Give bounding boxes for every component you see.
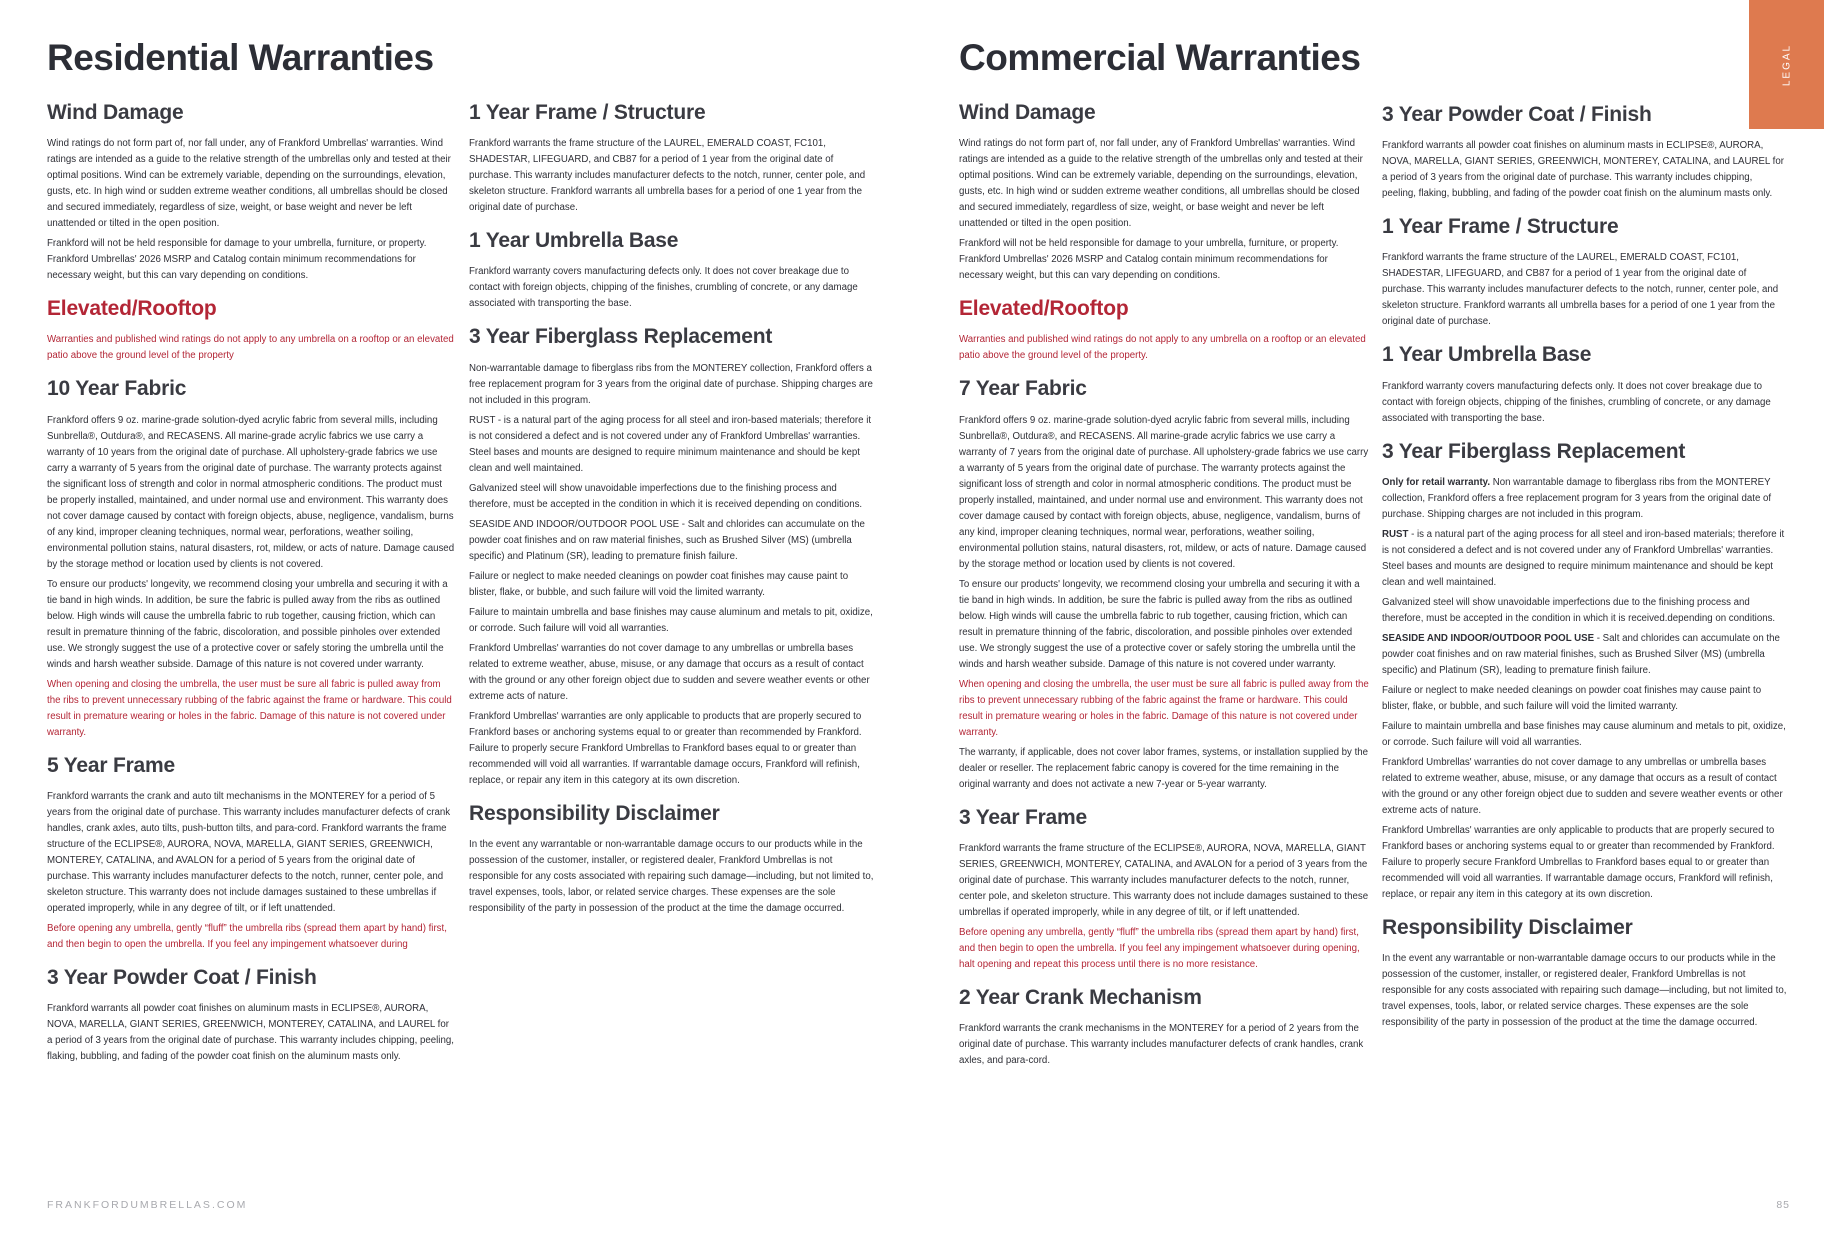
body-paragraph: Frankford offers 9 oz. marine-grade solution-dyed acrylic fabric from several mills, including Sunbrella®, Outdura®, and RECASENS. All marine-grade acrylic fabrics we use carry a warranty of 10 years from the original date of purchase. All upholstery-grade fabrics we use carry a warranty of 5 years from the original date of purchase. The warranty protects against the significant loss of strength and color in normal atmospheric conditions. The product must be properly installed, maintained, and under normal use and environment. This warranty does not cover damage caused by contact with foreign objects, abuse, negligence, vandalism, burns of any kind, improper cleaning techniques, normal wear, perforations, weather soiling, environmental pollution stains, natural disasters, rot, mildew, or acts of nature. Damage caused by the storage method or location used by clients is not covered. (47, 414, 455, 570)
body-paragraph: Frankford warrants the frame structure of the LAUREL, EMERALD COAST, FC101, SHADESTAR, LIFEGUARD, and CB87 for a period of 1 year from the original date of purchase. This warranty includes manufacturer defects to the notch, runner, center pole, and skeleton structure. Frankford warrants all umbrella bases for a period of one 1 year from the original date of purchase. (1382, 252, 1779, 328)
body-paragraph: In the event any warrantable or non-warrantable damage occurs to our products while in the possession of the customer, installer, or registered dealer, Frankford Umbrellas is not responsible for any costs associated with repairing such damage—including, but not limited to, travel expenses, tools, labor, or related service charges. These expenses are the sole responsibility of the party in possession of the product at the time the damage occurred. (469, 838, 874, 914)
section-heading: 1 Year Frame / Structure (469, 101, 706, 124)
section-heading: Responsibility Disclaimer (469, 801, 720, 825)
body-paragraph: The warranty, if applicable, does not cover labor frames, systems, or installation supplied by the dealer or reseller. The replacement fabric canopy is covered for the time remaining in the original warranty and does not activate a new 7-year or 5-year warranty. (959, 746, 1369, 790)
section-heading: Responsibility Disclaimer (1382, 915, 1633, 939)
body-paragraph: Failure or neglect to make needed cleanings on powder coat finishes may cause paint to blister, flake, or bubble, and such failure will void the limited warranty. (1382, 684, 1762, 712)
section-1-year-frame-structure (469, 100, 877, 216)
section-heading: 3 Year Powder Coat / Finish (47, 965, 317, 989)
body-paragraph: Non-warrantable damage to fiberglass ribs from the MONTEREY collection, Frankford offers a free replacement program for 3 years from the original date of purchase. Shipping charges are not included in this program. (469, 362, 873, 406)
legal-section-tab (1749, 0, 1824, 129)
body-paragraph: Frankford Umbrellas' warranties do not cover damage to any umbrellas or umbrella bases related to extreme weather, abuse, misuse, or any damage that occurs as a result of contact with the ground or any other foreign object due to sudden and severe weather events or other extreme acts of nature. (1382, 756, 1783, 816)
paragraph-text: - Salt and chlorides can accumulate on the powder coat finishes and on raw material finishes, such as Brushed Silver (MS) (umbrella specific) and Platinum (SR), leading to premature finish failure. (1382, 632, 1780, 676)
body-paragraph: To ensure our products' longevity, we recommend closing your umbrella and securing it with a tie band in high winds. In addition, be sure the fabric is pulled away from the ribs as outlined below. High winds will cause the umbrella fabric to rub together, causing friction, which can result in premature thinning of the fabric, discoloration, and possible pinholes over extended use. We strongly suggest the use of a protective cover or safely storing the umbrella until the winds and harsh weather subside. Damage of this nature is not covered under warranty. (47, 578, 448, 670)
section-heading: 7 Year Fabric (959, 377, 1087, 401)
section-1-year-umbrella-base (1382, 342, 1787, 426)
body-paragraph: Failure to maintain umbrella and base finishes may cause aluminum and metals to pit, oxidize, or corrode. Such failure will void all warranties. (1382, 720, 1786, 748)
body-paragraph: RUST - is a natural part of the aging process for all steel and iron-based materials; therefore it is not considered a defect and is not covered under any of Frankford Umbrellas' warranties. Steel bases and mounts are designed to require minimum maintenance and should be kept clean and well maintained. (469, 414, 872, 474)
section-wind-damage (959, 100, 1369, 284)
section-3-year-fiberglass-replacement (1382, 439, 1787, 903)
body-paragraph: Frankford warrants the crank mechanisms in the MONTEREY for a period of 2 years from the original date of purchase. This warranty includes manufacturer defects of crank handles, crank axles, and para-cord. (959, 1022, 1364, 1066)
warning-paragraph: Before opening any umbrella, gently “fluff” the umbrella ribs (spread them apart by hand) first, and then begin to open the umbrella. If you feel any impingement whatsoever during (47, 922, 447, 950)
body-paragraph: Frankford will not be held responsible for damage to your umbrella, furniture, or property. Frankford Umbrellas' 2026 MSRP and Catalog contain minimum recommendations for necessary weight, but this can vary depending on conditions. (959, 238, 1339, 282)
warning-paragraph: Warranties and published wind ratings do not apply to any umbrella on a rooftop or an elevated patio above the ground level of the property. (959, 334, 1366, 362)
section-2-year-crank-mechanism (959, 985, 1369, 1069)
body-paragraph: To ensure our products' longevity, we recommend closing your umbrella and securing it with a tie band in high winds. In addition, be sure the fabric is pulled away from the ribs as outlined below. High winds will cause the umbrella fabric to rub together, causing friction, which can result in premature thinning of the fabric, discoloration, and possible pinholes over extended use. We strongly suggest the use of a protective cover or safely storing the umbrella until the winds and harsh weather subside. Damage of this nature is not covered under warranty. (959, 578, 1360, 670)
section-3-year-frame (959, 805, 1369, 973)
body-paragraph: Galvanized steel will show unavoidable imperfections due to the finishing process and therefore, must be accepted in the condition in which it is received depending on conditions. (469, 482, 863, 510)
body-paragraph: Failure or neglect to make needed cleanings on powder coat finishes may cause paint to blister, flake, or bubble, and such failure will void the limited warranty. (469, 570, 849, 598)
section-heading: 3 Year Powder Coat / Finish (1382, 103, 1652, 126)
residential-column-left (47, 100, 455, 1077)
paragraph-text: Non warrantable damage to fiberglass ribs from the MONTEREY collection, Frankford offers a free replacement program for 3 years from the original date of purchase. Shipping charges are not included in this program. (1382, 476, 1772, 520)
body-paragraph: Frankford will not be held responsible for damage to your umbrella, furniture, or property. Frankford Umbrellas' 2026 MSRP and Catalog contain minimum recommendations for necessary weight, but this can vary depending on conditions. (47, 238, 427, 282)
body-paragraph: Frankford warranty covers manufacturing defects only. It does not cover breakage due to contact with foreign objects, chipping of the finishes, crumbling of concrete, or any damage associated with transporting the base. (1382, 380, 1771, 424)
warning-paragraph: Before opening any umbrella, gently “fluff” the umbrella ribs (spread them apart by hand) first, and then begin to open the umbrella. If you feel any impingement whatsoever during opening, halt opening and repeat this process until there is no more resistance. (959, 926, 1360, 970)
section-heading: Wind Damage (959, 101, 1096, 124)
section-heading: 5 Year Frame (47, 753, 175, 777)
warning-paragraph: When opening and closing the umbrella, the user must be sure all fabric is pulled away from the ribs to prevent unnecessary rubbing of the fabric against the frame or hardware. This could result in premature wearing or holes in the fabric. Damage of this nature is not covered under warranty. (959, 678, 1369, 738)
body-paragraph: Galvanized steel will show unavoidable imperfections due to the finishing process and therefore, must be accepted in the condition in which it is received.depending on conditions. (1382, 596, 1776, 624)
section-responsibility-disclaimer (469, 801, 877, 917)
section-heading: 3 Year Fiberglass Replacement (469, 325, 773, 349)
body-paragraph: Frankford Umbrellas' warranties are only applicable to products that are properly secured to Frankford bases or anchoring systems equal to or greater than recommended by Frankford. Failure to properly secure Frankford Umbrellas to Frankford bases equal to or greater than recommended will void all warranties. If warrantable damage occurs, Frankford will refinish, replace, or repair any item in this category at its own discretion. (1382, 824, 1775, 900)
section-10-year-fabric (47, 376, 455, 740)
body-paragraph (1382, 527, 1787, 591)
section-heading: Elevated/Rooftop (959, 297, 1129, 321)
section-wind-damage (47, 100, 455, 284)
section-heading: 2 Year Crank Mechanism (959, 985, 1202, 1009)
body-paragraph: Frankford Umbrellas' warranties are only applicable to products that are properly secured to Frankford bases or anchoring systems equal to or greater than recommended by Frankford. Failure to properly secure Frankford Umbrellas to Frankford bases equal to or greater than recommended will void all warranties. If warrantable damage occurs, Frankford will refinish, replace, or repair any item in this category at its own discretion. (469, 710, 862, 786)
body-paragraph: Frankford warrants all powder coat finishes on aluminum masts in ECLIPSE®, AURORA, NOVA, MARELLA, GIANT SERIES, GREENWICH, MONTEREY, CATALINA, and LAUREL for a period of 3 years from the original date of purchase. This warranty includes chipping, peeling, flaking, bubbling, and fading of the powder coat finish on the aluminum masts only. (47, 1002, 454, 1062)
commercial-column-left (959, 100, 1369, 1081)
body-paragraph: In the event any warrantable or non-warrantable damage occurs to our products while in the possession of the customer, installer, or registered dealer, Frankford Umbrellas is not responsible for any costs associated with repairing such damage—including, but not limited to, travel expenses, tools, labor, or related service charges. These expenses are the sole responsibility of the party in possession of the product at the time the damage occurred. (1382, 952, 1787, 1028)
section-heading: 1 Year Umbrella Base (469, 229, 679, 253)
body-paragraph: SEASIDE AND INDOOR/OUTDOOR POOL USE - Salt and chlorides can accumulate on the powder coat finishes and on raw material finishes, such as Brushed Silver (MS) (umbrella specific) and Platinum (SR), leading to premature finish failure. (469, 518, 865, 562)
section-5-year-frame (47, 753, 455, 953)
paragraph-lead: RUST (1382, 528, 1409, 540)
section-1-year-umbrella-base (469, 228, 877, 312)
section-1-year-frame-structure (1382, 214, 1787, 330)
section-3-year-fiberglass-replacement (469, 324, 877, 788)
commercial-title: Commercial Warranties (959, 37, 1361, 78)
body-paragraph: Frankford warrants the crank and auto tilt mechanisms in the MONTEREY for a period of 5 years from the original date of purchase. This warranty includes manufacturer defects of crank handles, crank axles, auto tilts, push-button tilts, and para-cord. Frankford warrants the frame structure of the ECLIPSE®, AURORA, NOVA, MARELLA, GIANT SERIES, GREENWICH, MONTEREY, CATALINA, and AVALON for a period of 5 years from the original date of purchase. This warranty includes manufacturer defects to the notch, runner, center pole, and skeleton structure. This warranty does not include damages sustained to these umbrellas if operated improperly, while in any degree of tilt, or if left unattended. (47, 790, 451, 914)
legal-tab-label: LEGAL (1781, 43, 1792, 86)
body-paragraph: Frankford warrants the frame structure of the LAUREL, EMERALD COAST, FC101, SHADESTAR, LIFEGUARD, and CB87 for a period of 1 year from the original date of purchase. This warranty includes manufacturer defects to the notch, runner, center pole, and skeleton structure. Frankford warrants all umbrella bases for a period of one 1 year from the original date of purchase. (469, 138, 866, 214)
paragraph-lead: Only for retail warranty. (1382, 476, 1491, 488)
section-3-year-powder-coat-finish (47, 965, 455, 1065)
residential-column-right (469, 100, 877, 929)
body-paragraph: Wind ratings do not form part of, nor fall under, any of Frankford Umbrellas' warranties. Wind ratings are intended as a guide to the relative strength of the umbrellas only and tested at their optimal positions. Wind can be extremely variable, depending on the surroundings, elevation, gusts, etc. In high wind or sudden extreme weather conditions, all umbrellas should be closed and secured immediately, regardless of size, weight, or base weight and never be left unattended or tilted in the open position. (47, 138, 451, 230)
section-heading: 10 Year Fabric (47, 377, 187, 401)
body-paragraph: Wind ratings do not form part of, nor fall under, any of Frankford Umbrellas' warranties. Wind ratings are intended as a guide to the relative strength of the umbrellas only and tested at their optimal positions. Wind can be extremely variable, depending on the surroundings, elevation, gusts, etc. In high wind or sudden extreme weather conditions, all umbrellas should be closed and secured immediately, regardless of size, weight, or base weight and never be left unattended or tilted in the open position. (959, 138, 1363, 230)
section-heading: 3 Year Frame (959, 805, 1087, 829)
paragraph-lead: SEASIDE AND INDOOR/OUTDOOR POOL USE (1382, 632, 1595, 644)
commercial-column-right (1382, 102, 1787, 1043)
section-3-year-powder-coat-finish (1382, 102, 1787, 202)
body-paragraph: Frankford warrants the frame structure of the ECLIPSE®, AURORA, NOVA, MARELLA, GIANT SERIES, GREENWICH, MONTEREY, CATALINA, and AVALON for a period of 3 years from the original date of purchase. This warranty includes manufacturer defects to the notch, runner, center pole, and skeleton structure. This warranty does not include damages sustained to these umbrellas if operated improperly, while in any degree of tilt, or if left unattended. (959, 842, 1369, 918)
warning-paragraph: When opening and closing the umbrella, the user must be sure all fabric is pulled away from the ribs to prevent unnecessary rubbing of the fabric against the frame or hardware. This could result in premature wearing or holes in the fabric. Damage of this nature is not covered under warranty. (47, 678, 452, 738)
section-responsibility-disclaimer (1382, 915, 1787, 1031)
page-number: 85 (1776, 1199, 1790, 1211)
residential-title: Residential Warranties (47, 37, 434, 78)
paragraph-text: - is a natural part of the aging process for all steel and iron-based materials; therefore it is not considered a defect and is not covered under any of Frankford Umbrellas' warranties. Steel bases and mounts are designed to require minimum maintenance and should be kept clean and well maintained. (1382, 528, 1785, 588)
section-elevated-rooftop (959, 296, 1369, 364)
section-heading: Elevated/Rooftop (47, 297, 217, 321)
body-paragraph: Frankford offers 9 oz. marine-grade solution-dyed acrylic fabric from several mills, including Sunbrella®, Outdura®, and RECASENS. All marine-grade acrylic fabrics we use carry a warranty of 7 years from the original date of purchase. All upholstery-grade fabrics we use carry a warranty of 5 years from the original date of purchase. The warranty protects against the significant loss of strength and color in normal atmospheric conditions. The product must be properly installed, maintained, and under normal use and environment. This warranty does not cover damage caused by contact with foreign objects, abuse, negligence, vandalism, burns of any kind, improper cleaning techniques, normal wear, perforations, weather soiling, environmental pollution stains, natural disasters, rot, mildew, or acts of nature. Damage caused by the storage method or location used by clients is not covered. (959, 414, 1369, 570)
section-7-year-fabric (959, 376, 1369, 792)
section-heading: 1 Year Frame / Structure (1382, 215, 1619, 239)
body-paragraph: Frankford Umbrellas' warranties do not cover damage to any umbrellas or umbrella bases related to extreme weather, abuse, misuse, or any damage that occurs as a result of contact with the ground or any other foreign object due to sudden and severe weather events or other extreme acts of nature. (469, 642, 870, 702)
section-heading: 1 Year Umbrella Base (1382, 343, 1592, 367)
section-heading: 3 Year Fiberglass Replacement (1382, 439, 1686, 463)
section-elevated-rooftop (47, 296, 455, 364)
body-paragraph (1382, 631, 1787, 679)
body-paragraph: Frankford warranty covers manufacturing defects only. It does not cover breakage due to contact with foreign objects, chipping of the finishes, crumbling of concrete, or any damage associated with transporting the base. (469, 266, 858, 310)
warning-paragraph: Warranties and published wind ratings do not apply to any umbrella on a rooftop or an elevated patio above the ground level of the property (47, 334, 454, 362)
footer-website: FRANKFORDUMBRELLAS.COM (47, 1199, 248, 1211)
section-heading: Wind Damage (47, 101, 184, 124)
body-paragraph: Failure to maintain umbrella and base finishes may cause aluminum and metals to pit, oxidize, or corrode. Such failure will void all warranties. (469, 606, 873, 634)
body-paragraph (1382, 475, 1787, 523)
body-paragraph: Frankford warrants all powder coat finishes on aluminum masts in ECLIPSE®, AURORA, NOVA, MARELLA, GIANT SERIES, GREENWICH, MONTEREY, CATALINA, and LAUREL for a period of 3 years from the original date of purchase. This warranty includes chipping, peeling, flaking, bubbling, and fading of the powder coat finish on the aluminum masts only. (1382, 140, 1784, 200)
